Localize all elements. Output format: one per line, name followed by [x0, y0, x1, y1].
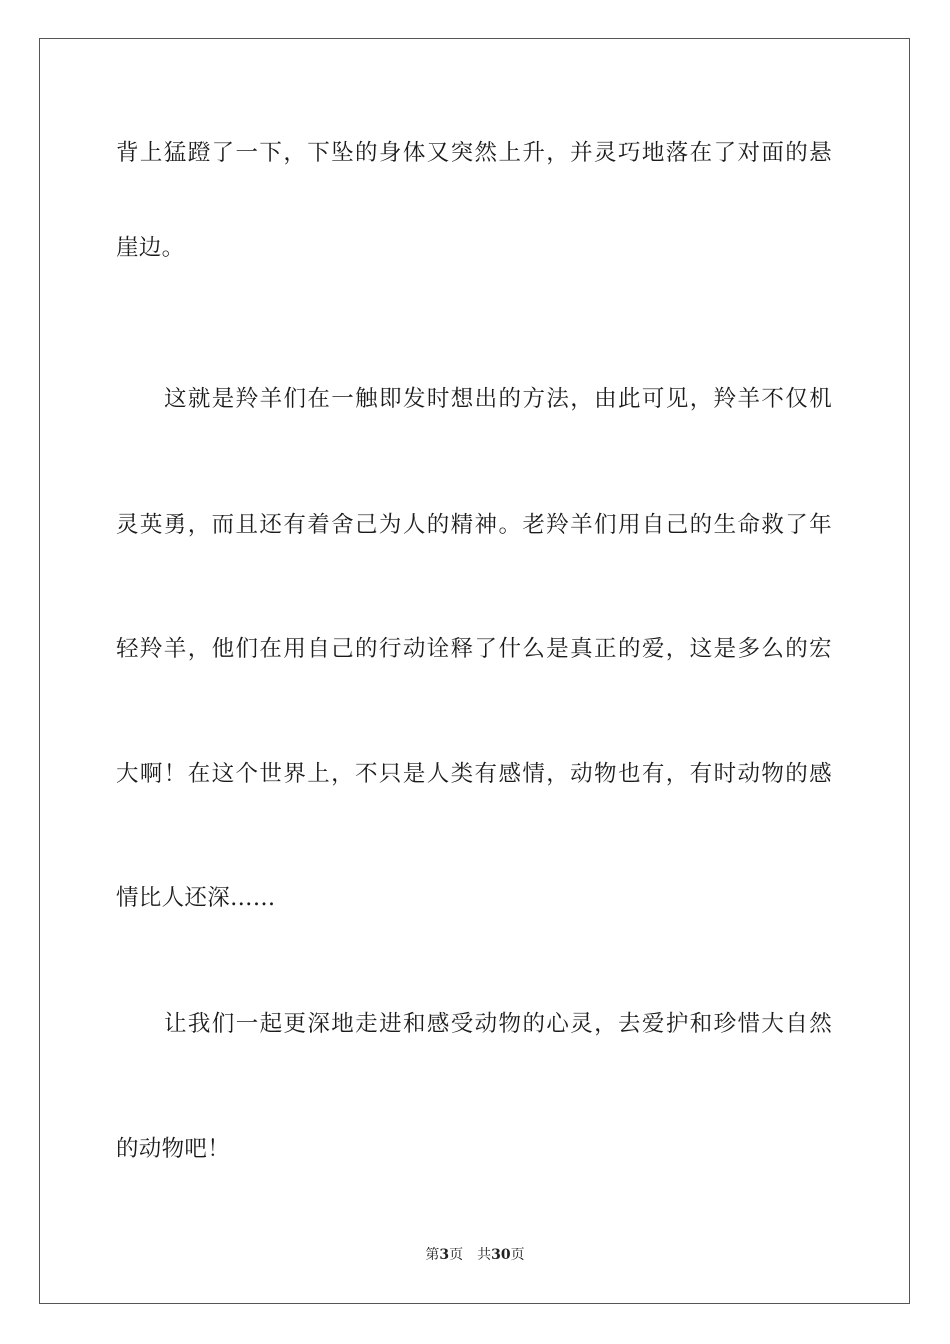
page-suffix: 页	[449, 1247, 464, 1263]
page-prefix: 第	[425, 1247, 440, 1263]
total-prefix: 共	[477, 1247, 492, 1263]
total-suffix: 页	[510, 1247, 525, 1263]
text-line-5: 轻羚羊，他们在用自己的行动诠释了什么是真正的爱，这是多么的宏	[116, 636, 832, 662]
text-line-2: 崖边。	[116, 235, 185, 261]
page-border	[39, 38, 910, 1304]
text-line-1: 背上猛蹬了一下，下坠的身体又突然上升，并灵巧地落在了对面的悬	[116, 140, 832, 166]
text-line-6: 大啊！在这个世界上，不只是人类有感情，动物也有，有时动物的感	[116, 761, 832, 787]
page-number: 3	[439, 1247, 450, 1263]
text-line-8: 让我们一起更深地走进和感受动物的心灵，去爱护和珍惜大自然	[164, 1011, 832, 1037]
total-pages: 30	[491, 1247, 511, 1263]
text-line-3: 这就是羚羊们在一触即发时想出的方法，由此可见，羚羊不仅机	[164, 386, 832, 412]
text-line-4: 灵英勇，而且还有着舍己为人的精神。老羚羊们用自己的生命救了年	[116, 512, 832, 538]
text-line-9: 的动物吧！	[116, 1136, 231, 1162]
text-line-7: 情比人还深……	[116, 885, 276, 911]
page-footer	[0, 1245, 950, 1265]
